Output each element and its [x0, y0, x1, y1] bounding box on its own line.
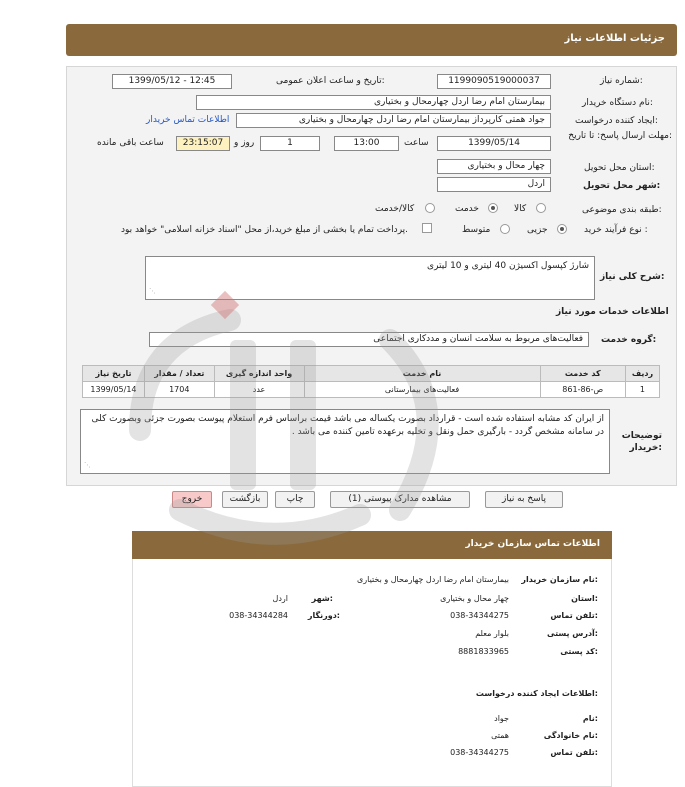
cell-code: ص-86-861: [540, 382, 625, 398]
back-button[interactable]: بازگشت: [222, 491, 268, 508]
print-button[interactable]: چاپ: [275, 491, 315, 508]
cell-qty: 1704: [144, 382, 214, 398]
purchase-radio-medium[interactable]: [500, 224, 510, 234]
contact-fax-value: 038-34344284: [229, 611, 288, 620]
purchase-option-medium: متوسط: [462, 225, 491, 235]
col-header-qty: تعداد / مقدار: [144, 366, 214, 382]
buyer-org-label: نام دستگاه خریدار:: [582, 98, 653, 108]
summary-field[interactable]: [145, 256, 595, 300]
buyer-notes-label: توضیحات خریدار:: [621, 431, 662, 453]
contact-org-value: بیمارستان امام رضا اردل چهارمحال و بختیاری: [357, 575, 509, 584]
table-row[interactable]: [83, 382, 660, 398]
resize-handle-icon[interactable]: ⋰: [84, 461, 91, 469]
summary-label: شرح کلی نیاز:: [600, 272, 665, 282]
contact-panel-header: [132, 531, 612, 559]
service-group-label: گروه خدمت:: [601, 335, 657, 345]
buyer-notes-field[interactable]: [80, 409, 610, 474]
buyer-org-field[interactable]: بیمارستان امام رضا اردل چهارمحال و بختیاری: [196, 95, 551, 110]
creator-name-label: نام:: [582, 714, 598, 723]
need-number-field[interactable]: 1199090519000037: [437, 74, 551, 89]
deadline-hour-field[interactable]: 13:00: [334, 136, 399, 151]
page-header: [66, 24, 677, 56]
purchase-radio-minor[interactable]: [557, 224, 567, 234]
col-header-unit: واحد اندازه گیری: [214, 366, 304, 382]
category-radio-goods-service[interactable]: [425, 203, 435, 213]
days-label: روز و: [234, 138, 255, 148]
contact-city-value: اردل: [272, 594, 288, 603]
exit-button[interactable]: خروج: [172, 491, 212, 508]
col-header-date: تاریخ نیاز: [83, 366, 145, 382]
contact-province-value: چهار محال و بختیاری: [440, 594, 509, 603]
col-header-name: نام خدمت: [304, 366, 540, 382]
contact-phone-label: تلفن تماس:: [550, 611, 598, 620]
contact-org-label: نام سازمان خریدار:: [521, 575, 598, 584]
contact-fax-label: دورنگار:: [307, 611, 340, 620]
purchase-option-minor: جزیی: [527, 225, 548, 235]
category-label: طبقه بندی موضوعی:: [582, 205, 662, 215]
contact-panel-title: اطلاعات تماس سازمان خریدار: [465, 539, 600, 549]
contact-phone-value: 038-34344275: [450, 611, 509, 620]
hour-label: ساعت: [404, 138, 429, 148]
view-documents-button[interactable]: مشاهده مدارک پیوستی (1): [330, 491, 470, 508]
remaining-time-field: 23:15:07: [176, 136, 230, 151]
category-option-service: خدمت: [455, 204, 479, 214]
treasury-payment-checkbox[interactable]: [422, 223, 432, 233]
cell-name: فعالیت‌های بیمارستانی: [304, 382, 540, 398]
table-header-row: [83, 366, 660, 382]
remaining-label: ساعت باقی مانده: [97, 138, 164, 148]
contact-postal-value: 8881833965: [458, 647, 509, 656]
province-field[interactable]: چهار محال و بختیاری: [437, 159, 551, 174]
buyer-contact-link[interactable]: اطلاعات تماس خریدار: [146, 115, 230, 125]
page-title: جزئیات اطلاعات نیاز: [564, 33, 665, 44]
contact-panel: [132, 531, 612, 787]
resize-handle-icon[interactable]: ⋰: [149, 287, 156, 295]
service-group-field[interactable]: فعالیت‌های مربوط به سلامت انسان و مددکاری اجتماعی: [149, 332, 589, 347]
creator-field[interactable]: جواد همتی کارپرداز بیمارستان امام رضا اردل چهارمحال و بختیاری: [236, 113, 551, 128]
city-label: شهر محل تحویل:: [583, 181, 661, 191]
creator-phone-value: 038-34344275: [450, 748, 509, 757]
cell-date: 1399/05/14: [83, 382, 145, 398]
creator-name-value: جواد: [494, 714, 509, 723]
contact-address-value: بلوار معلم: [475, 629, 509, 638]
reply-button[interactable]: پاسخ به نیاز: [485, 491, 563, 508]
category-option-goods: کالا: [514, 204, 527, 214]
services-heading: اطلاعات خدمات مورد نیاز: [556, 307, 669, 317]
contact-postal-label: کد پستی:: [560, 647, 598, 656]
purchase-type-label: نوع فرآیند خرید :: [584, 225, 648, 235]
summary-text: شارژ کپسول اکسیژن 40 لیتری و 10 لیتری: [427, 261, 589, 271]
category-radio-service[interactable]: [488, 203, 498, 213]
contact-address-label: آدرس پستی:: [547, 629, 598, 638]
creator-phone-label: تلفن تماس:: [550, 748, 598, 757]
buyer-notes-text: از ایران کد مشابه استفاده شده است - قرارداد بصورت یکساله می باشد قیمت براساس فرم استعلام پیوست بصورت جزئی وبصورت کلی در سامانه مشخص گردد - بارگیری حمل ونقل و تخلیه برعهده تامین کننده می باشد .: [91, 414, 604, 437]
announce-label: تاریخ و ساعت اعلان عمومی:: [276, 76, 385, 86]
deadline-label: مهلت ارسال پاسخ: تا تاریخ:: [568, 131, 672, 141]
province-label: استان محل تحویل:: [584, 163, 655, 173]
category-option-goods-service: کالا/خدمت: [375, 204, 415, 214]
creator-info-heading: اطلاعات ایجاد کننده درخواست:: [475, 689, 598, 698]
treasury-payment-note: پرداخت تمام یا بخشی از مبلغ خرید،از محل "اسناد خزانه اسلامی" خواهد بود.: [121, 225, 409, 235]
need-number-label: شماره نیاز:: [600, 76, 643, 86]
col-header-code: کد خدمت: [540, 366, 625, 382]
contact-province-label: استان:: [571, 594, 598, 603]
deadline-date-field[interactable]: 1399/05/14: [437, 136, 551, 151]
days-field[interactable]: 1: [260, 136, 320, 151]
cell-unit: عدد: [214, 382, 304, 398]
col-header-row: ردیف: [625, 366, 659, 382]
contact-city-label: شهر:: [311, 594, 333, 603]
cell-row: 1: [625, 382, 659, 398]
services-table: [82, 365, 660, 398]
category-radio-goods[interactable]: [536, 203, 546, 213]
creator-family-value: همتی: [491, 731, 509, 740]
creator-family-label: نام خانوادگی:: [543, 731, 598, 740]
announce-field[interactable]: 1399/05/12 - 12:45: [112, 74, 232, 89]
creator-label: ایجاد کننده درخواست:: [575, 116, 658, 126]
city-field[interactable]: اردل: [437, 177, 551, 192]
